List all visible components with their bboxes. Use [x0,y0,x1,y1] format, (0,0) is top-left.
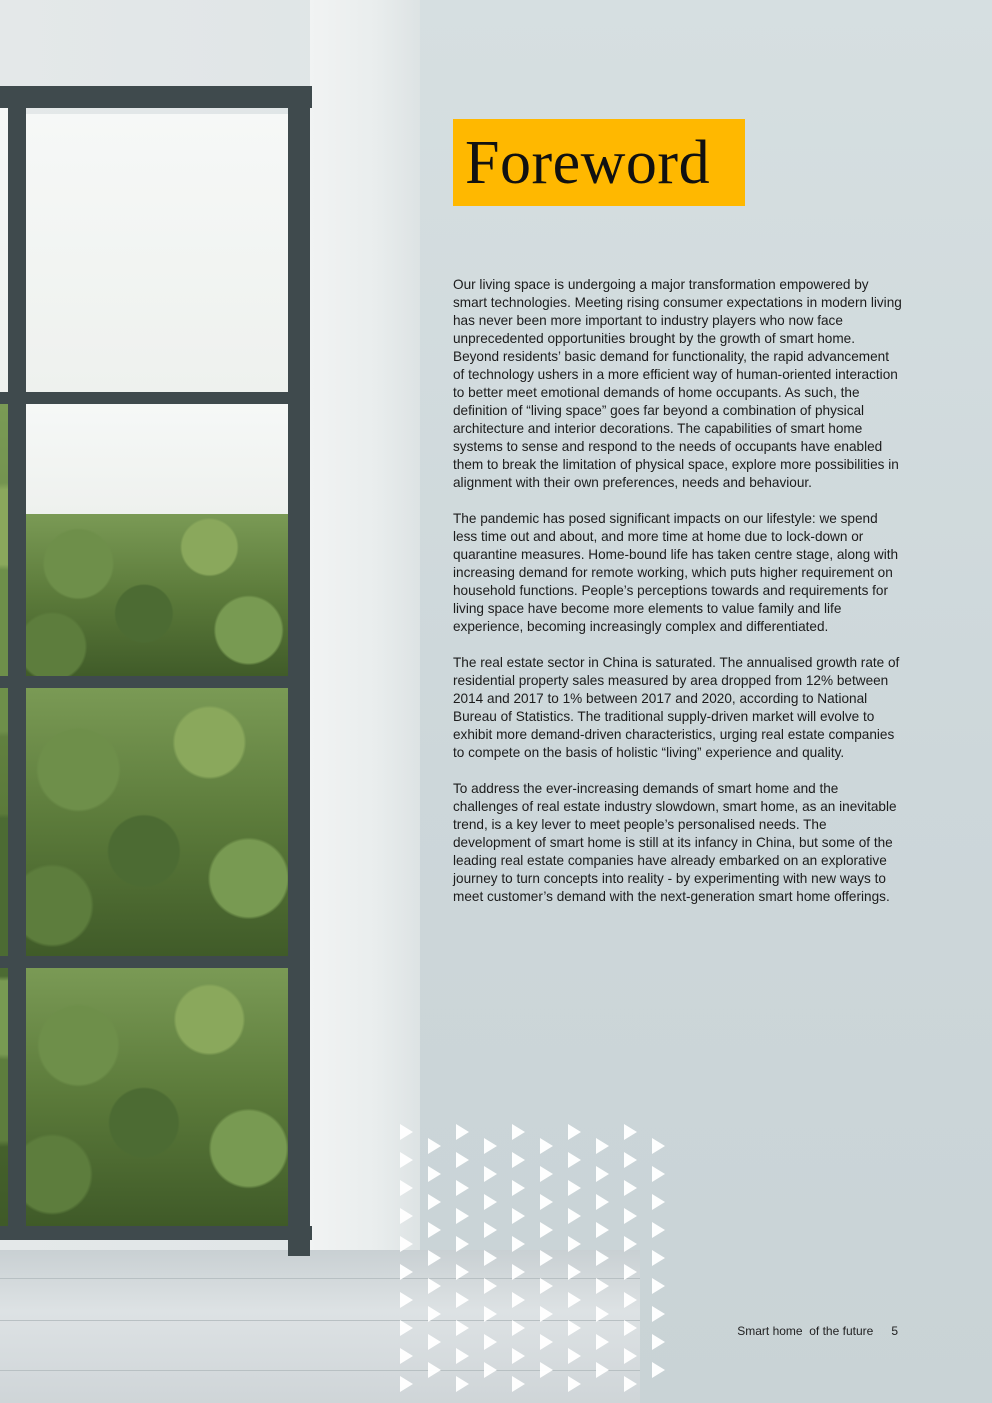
triangle-shape [512,1208,525,1224]
triangle-shape [540,1278,553,1294]
triangle-shape [456,1236,469,1252]
triangle-shape [400,1180,413,1196]
triangle-shape [484,1278,497,1294]
paragraph: The real estate sector in China is saturated. The annualised growth rate of residential property sales measured by area dropped from 12% between 2014 and 2017 to 1% between 2017 and 2020, according to National Bureau of Statistics. The traditional supply-driven market will evolve to exhibit more demand-driven characteristics, urging real estate companies to compete on the basis of holistic “living” experience and quality. [453,655,900,760]
triangle-shape [652,1250,665,1266]
triangle-shape [568,1236,581,1252]
triangle-shape [540,1362,553,1378]
triangle-shape [652,1194,665,1210]
triangle-shape [596,1222,609,1238]
triangle-shape [428,1194,441,1210]
triangle-shape [456,1152,469,1168]
triangle-shape [484,1166,497,1182]
triangle-shape [540,1138,553,1154]
triangle-shape [400,1152,413,1168]
triangle-shape [428,1362,441,1378]
triangle-shape [456,1264,469,1280]
triangle-shape [624,1236,637,1252]
footer-document-title: Smart home of the future [737,1324,874,1338]
triangle-shape [512,1348,525,1364]
triangle-shape [428,1278,441,1294]
paragraph: To address the ever-increasing demands of smart home and the challenges of real estate industry slowdown, smart home, as an inevitable trend, is a key lever to meet people’s personalised needs. The development of smart home is still at its infancy in China, but some of the leading real estate companies have already embarked on an explorative journey to turn concepts into reality - by experimenting with new ways to meet customer’s demand with the next-generation smart home offerings. [453,781,897,904]
body-text [453,276,903,924]
triangle-shape [456,1124,469,1140]
triangle-shape [512,1180,525,1196]
triangle-shape [596,1166,609,1182]
triangle-shape [400,1376,413,1392]
title-box [453,119,745,206]
page-number: 5 [891,1324,898,1338]
triangle-shape [624,1376,637,1392]
triangle-shape [456,1292,469,1308]
triangle-shape [512,1152,525,1168]
page-footer [600,1324,898,1338]
triangle-shape [568,1320,581,1336]
triangle-shape [596,1362,609,1378]
triangle-shape [540,1306,553,1322]
triangle-shape [428,1306,441,1322]
triangle-shape [624,1348,637,1364]
triangle-shape [484,1138,497,1154]
triangle-shape [568,1124,581,1140]
triangle-shape [512,1292,525,1308]
triangle-shape [456,1376,469,1392]
triangle-shape [596,1138,609,1154]
triangle-shape [596,1278,609,1294]
triangle-shape [624,1152,637,1168]
triangle-shape [568,1208,581,1224]
triangle-shape [652,1138,665,1154]
triangle-shape [568,1348,581,1364]
triangle-shape [400,1348,413,1364]
triangle-shape [624,1208,637,1224]
triangle-shape [428,1166,441,1182]
triangle-shape [596,1306,609,1322]
triangle-shape [652,1306,665,1322]
triangle-shape [400,1208,413,1224]
triangle-shape [652,1166,665,1182]
triangle-shape [456,1180,469,1196]
triangle-shape [400,1236,413,1252]
triangle-shape [456,1208,469,1224]
triangle-shape [400,1124,413,1140]
triangle-shape [540,1334,553,1350]
triangle-shape [512,1320,525,1336]
triangle-shape [568,1180,581,1196]
triangle-shape [568,1292,581,1308]
triangle-shape [428,1334,441,1350]
triangle-shape [428,1222,441,1238]
triangle-shape [596,1194,609,1210]
triangle-shape [624,1180,637,1196]
triangle-shape [540,1222,553,1238]
triangle-shape [512,1264,525,1280]
triangle-shape [400,1320,413,1336]
triangle-shape [652,1362,665,1378]
window-recess-wall [310,0,420,1260]
page-title: Foreword [465,129,711,197]
triangle-shape [624,1292,637,1308]
paragraph: The pandemic has posed significant impacts on our lifestyle: we spend less time out and about, and more time at home due to lock-down or quarantine measures. Home-bound life has taken centre stage, along with increasing demand for remote working, which puts higher requirement on household functions. People’s perceptions towards and requirements for living space have become more elements to value family and life experience, becoming increasingly complex and differentiated. [453,511,899,634]
triangle-shape [624,1264,637,1280]
triangle-shape [484,1306,497,1322]
triangle-shape [428,1138,441,1154]
triangle-shape [568,1376,581,1392]
triangle-shape [540,1250,553,1266]
triangle-shape [456,1348,469,1364]
triangle-shape [540,1194,553,1210]
window-image [0,86,312,1256]
triangle-shape [456,1320,469,1336]
triangle-shape [400,1292,413,1308]
triangle-shape [624,1124,637,1140]
triangle-shape [540,1166,553,1182]
triangle-shape [484,1362,497,1378]
paragraph: Our living space is undergoing a major transformation empowered by smart technologies. Meeting rising consumer expectations in modern living has never been more important to industry players who now face unprecedented opportunities brought by the growth of smart home. Beyond residents’ basic demand for functionality, the rapid advancement of technology ushers in a more efficient way of human-oriented interaction to better meet emotional demands of home occupants. As such, the definition of “living space” goes far beyond a combination of physical architecture and interior decorations. The capabilities of smart home systems to sense and respond to the needs of occupants have enabled them to break the limitation of physical space, explore more possibilities in alignment with their own preferences, needs and behaviour. [453,277,902,490]
triangle-shape [484,1250,497,1266]
triangle-shape [428,1250,441,1266]
triangle-shape [484,1222,497,1238]
triangle-shape [568,1152,581,1168]
triangle-shape [512,1376,525,1392]
triangle-shape [512,1124,525,1140]
triangle-shape [484,1194,497,1210]
triangle-shape [400,1264,413,1280]
triangle-shape [652,1278,665,1294]
triangle-shape [596,1250,609,1266]
triangle-shape [512,1236,525,1252]
triangle-shape [568,1264,581,1280]
triangle-shape [484,1334,497,1350]
triangle-pattern [398,1124,668,1403]
triangle-shape [652,1222,665,1238]
